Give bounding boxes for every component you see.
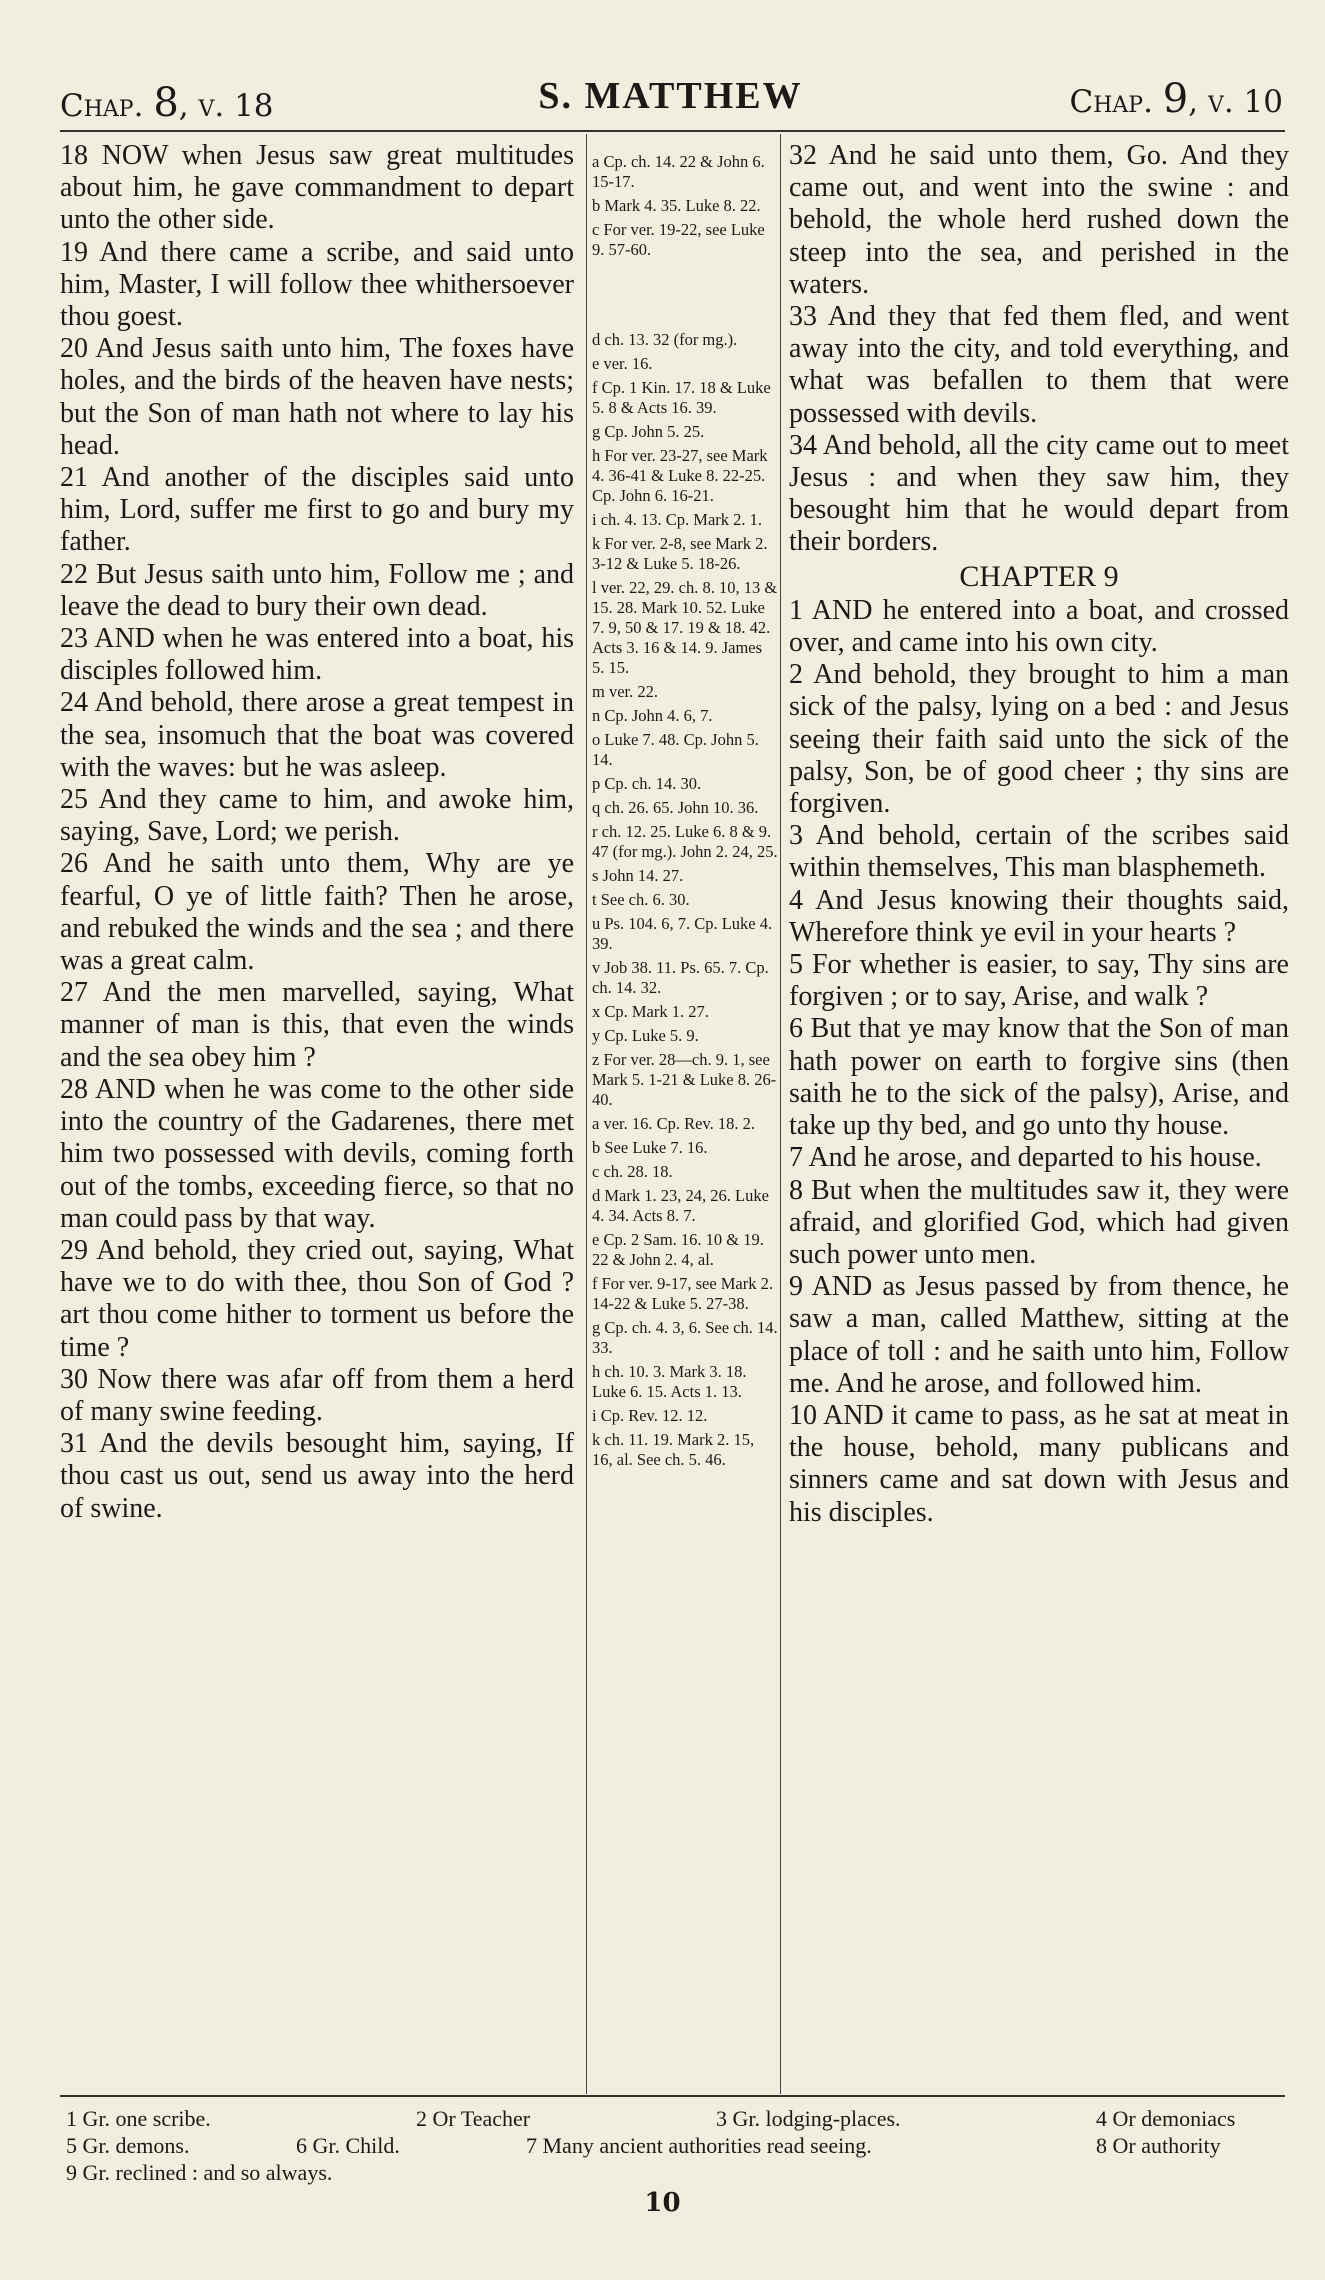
ref: o Luke 7. 48. Cp. John 5. 14. [592, 730, 759, 769]
footnote-rule [60, 2095, 1285, 2097]
ref: b Mark 4. 35. Luke 8. 22. [592, 196, 761, 215]
column-divider-left [586, 134, 587, 2094]
footnote: 9 Gr. reclined : and so always. [66, 2160, 333, 2185]
verse: 27 And the men marvelled, saying, What manner of man is this, that even the winds and the sea obey him ? [60, 977, 574, 1073]
footnote: 8 Or authority [1096, 2133, 1221, 2158]
ref: a Cp. ch. 14. 22 & John 6. 15-17. [592, 152, 765, 191]
ref: f For ver. 9-17, see Mark 2. 14-22 & Luke 5. 27-38. [592, 1274, 774, 1313]
verse: 7 And he arose, and departed to his house. [789, 1142, 1262, 1174]
ref: h ch. 10. 3. Mark 3. 18. Luke 6. 15. Acts 1. 13. [592, 1362, 747, 1401]
ref: k ch. 11. 19. Mark 2. 15, 16, al. See ch. 5. 46. [592, 1430, 755, 1469]
header-left-num: 8 [153, 80, 179, 126]
verse: 3 And behold, certain of the scribes said within themselves, This man blasphemeth. [789, 820, 1289, 884]
ref: y Cp. Luke 5. 9. [592, 1026, 699, 1045]
header-right-verse: , v. 10 [1188, 84, 1283, 120]
ref: f Cp. 1 Kin. 17. 18 & Luke 5. 8 & Acts 16. 39. [592, 378, 771, 417]
verse: 19 And there came a scribe, and said unto him, Master, I will follow thee whithersoever thou goest. [60, 236, 574, 333]
ref: p Cp. ch. 14. 30. [592, 774, 702, 793]
header-right-num: 9 [1162, 76, 1189, 122]
header-left-verse: , v. 18 [178, 88, 274, 124]
ref: k For ver. 2-8, see Mark 2. 3-12 & Luke 5. 18-26. [592, 534, 768, 573]
verse: 4 And Jesus knowing their thoughts said, Wherefore think ye evil in your hearts ? [789, 884, 1289, 948]
ref: e ver. 16. [592, 354, 653, 373]
verse: 2 And behold, they brought to him a man sick of the palsy, lying on a bed : and Jesus seeing their faith said unto the sick of the palsy, Son, be of good cheer ; thy sins are forgiven. [789, 659, 1289, 820]
header-rule [60, 130, 1285, 132]
verse: 22 But Jesus saith unto him, Follow me ; and leave the dead to bury their own dead. [60, 558, 574, 622]
ref: h For ver. 23-27, see Mark 4. 36-41 & Luke 8. 22-25. Cp. John 6. 16-21. [592, 446, 768, 505]
ref: n Cp. John 4. 6, 7. [592, 706, 713, 725]
ref: q ch. 26. 65. John 10. 36. [592, 798, 759, 817]
verse: 18 NOW when Jesus saw great multitudes about him, he gave commandment to depart unto the other side. [60, 140, 574, 236]
verse: 23 AND when he was entered into a boat, his disciples followed him. [60, 623, 574, 687]
verse: 20 And Jesus saith unto him, The foxes have holes, and the birds of the heaven have nests; but the Son of man hath not where to lay his head. [60, 333, 574, 461]
ref: l ver. 22, 29. ch. 8. 10, 13 & 15. 28. Mark 10. 52. Luke 7. 9, 50 & 17. 19 & 18. 42. Acts 3. 16 & 14. 9. James 5. 15. [592, 578, 778, 677]
verse: 30 Now there was afar off from them a herd of many swine feeding. [60, 1363, 574, 1427]
ref: v Job 38. 11. Ps. 65. 7. Cp. ch. 14. 32. [592, 958, 769, 997]
ref: x Cp. Mark 1. 27. [592, 1002, 709, 1021]
ref: i ch. 4. 13. Cp. Mark 2. 1. [592, 510, 763, 529]
verse: 33 And they that fed them fled, and went away into the city, and told everything, and what was befallen to them that were possessed with devils. [789, 301, 1289, 429]
footnote: 3 Gr. lodging-places. [716, 2106, 901, 2131]
header-left-prefix: Chap. [60, 88, 144, 124]
chapter-heading: CHAPTER 9 [959, 559, 1119, 593]
page-number: 10 [644, 2188, 681, 2218]
cross-references [592, 152, 778, 1474]
ref: z For ver. 28—ch. 9. 1, see Mark 5. 1-21 & Luke 8. 26-40. [592, 1050, 777, 1109]
ref: r ch. 12. 25. Luke 6. 8 & 9. 47 (for mg.). John 2. 24, 25. [592, 822, 778, 861]
verse: 10 AND it came to pass, as he sat at meat in the house, behold, many publicans and sinners came and sat down with Jesus and his disciples. [789, 1399, 1289, 1528]
ref: u Ps. 104. 6, 7. Cp. Luke 4. 39. [592, 914, 773, 953]
verse: 9 AND as Jesus passed by from thence, he saw a man, called Matthew, sitting at the place of toll : and he saith unto him, Follow me. And he arose, and followed him. [789, 1271, 1289, 1399]
footnote: 6 Gr. Child. [296, 2133, 400, 2158]
text-column-left [60, 140, 574, 1525]
header-right-prefix: Chap. [1069, 84, 1153, 120]
ref: m ver. 22. [592, 682, 658, 701]
column-divider-right [780, 134, 781, 2094]
text-column-right [789, 140, 1289, 1529]
ref: g Cp. John 5. 25. [592, 422, 705, 441]
ref: a ver. 16. Cp. Rev. 18. 2. [592, 1114, 755, 1133]
verse: 31 And the devils besought him, saying, If thou cast us out, send us away into the herd of swine. [60, 1428, 574, 1524]
verse: 28 AND when he was come to the other side into the country of the Gadarenes, there met him two possessed with devils, coming forth out of the tombs, exceeding fierce, so that no man could pass by that way. [60, 1073, 574, 1234]
ref: e Cp. 2 Sam. 16. 10 & 19. 22 & John 2. 4, al. [592, 1230, 764, 1269]
ref: i Cp. Rev. 12. 12. [592, 1406, 708, 1425]
verse: 8 But when the multitudes saw it, they were afraid, and glorified God, which had given such power unto men. [789, 1174, 1289, 1270]
ref: c For ver. 19-22, see Luke 9. 57-60. [592, 220, 765, 259]
footnote: 2 Or Teacher [416, 2106, 531, 2131]
verse: 32 And he said unto them, Go. And they came out, and went into the swine : and behold, the whole herd rushed down the steep into the sea, and perished in the waters. [789, 140, 1289, 300]
ref: s John 14. 27. [592, 866, 684, 885]
ref-gap [592, 264, 778, 326]
verse: 5 For whether is easier, to say, Thy sins are forgiven ; or to say, Arise, and walk ? [789, 949, 1289, 1013]
ref: d ch. 13. 32 (for mg.). [592, 330, 738, 349]
verse: 24 And behold, there arose a great tempest in the sea, insomuch that the boat was covered with the waves: but he was asleep. [60, 687, 574, 783]
footnote: 7 Many ancient authorities read seeing. [526, 2133, 872, 2158]
ref: c ch. 28. 18. [592, 1162, 673, 1181]
ref: g Cp. ch. 4. 3, 6. See ch. 14. 33. [592, 1318, 778, 1357]
ref: d Mark 1. 23, 24, 26. Luke 4. 34. Acts 8. 7. [592, 1186, 769, 1225]
running-header [58, 72, 1283, 132]
book-title: S. MATTHEW [538, 75, 803, 117]
ref: t See ch. 6. 30. [592, 890, 690, 909]
footnotes [66, 2105, 1285, 2186]
verse: 26 And he saith unto them, Why are ye fearful, O ye of little faith? Then he arose, and rebuked the winds and the sea ; and there was a great calm. [60, 848, 574, 977]
verse: 29 And behold, they cried out, saying, What have we to do with thee, thou Son of God ? art thou come hither to torment us before the time ? [60, 1234, 574, 1363]
ref: b See Luke 7. 16. [592, 1138, 708, 1157]
verse: 6 But that ye may know that the Son of man hath power on earth to forgive sins (then saith he to the sick of the palsy), Arise, and take up thy bed, and go unto thy house. [789, 1013, 1289, 1142]
verse: 34 And behold, all the city came out to meet Jesus : and when they saw him, they besought him that he would depart from their borders. [789, 429, 1289, 558]
footnote: 5 Gr. demons. [66, 2133, 190, 2158]
footnote: 4 Or demoniacs [1096, 2106, 1236, 2131]
verse: 25 And they came to him, and awoke him, saying, Save, Lord; we perish. [60, 784, 574, 848]
verse: 1 AND he entered into a boat, and crossed over, and came into his own city. [789, 594, 1289, 659]
header-right [1069, 76, 1283, 122]
verse: 21 And another of the disciples said unto him, Lord, suffer me first to go and bury my father. [60, 462, 574, 558]
footnote: 1 Gr. one scribe. [66, 2106, 211, 2131]
